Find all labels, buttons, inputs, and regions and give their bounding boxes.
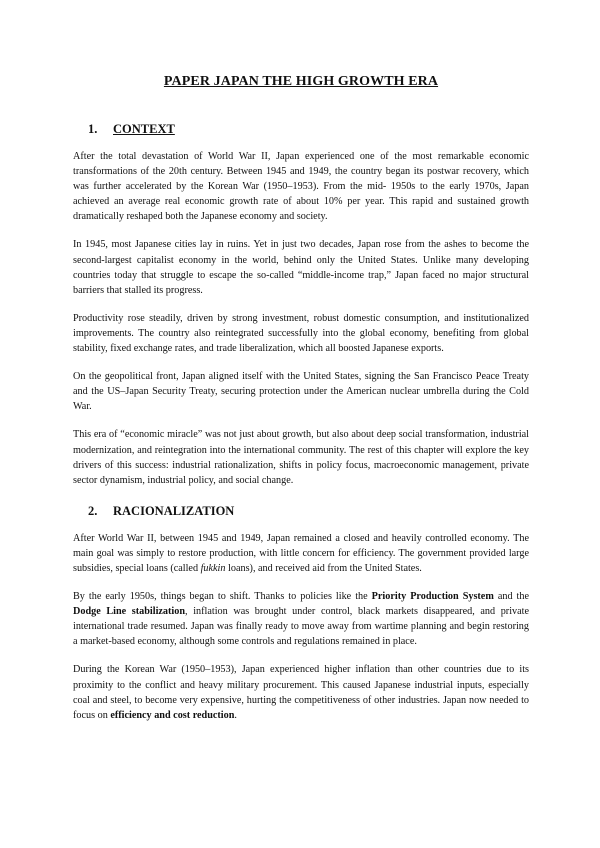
bold-term: efficiency and cost reduction bbox=[110, 709, 235, 721]
document-title: PAPER JAPAN THE HIGH GROWTH ERA bbox=[163, 74, 439, 89]
section-title: CONTEXT bbox=[113, 122, 175, 136]
section-heading-context bbox=[88, 122, 529, 137]
paragraph bbox=[73, 531, 529, 576]
section-heading-racionalization bbox=[88, 504, 529, 519]
bold-term: Priority Production System bbox=[371, 591, 494, 603]
section-number: 2. bbox=[88, 503, 98, 518]
section-number: 1. bbox=[88, 122, 98, 136]
paragraph bbox=[73, 589, 529, 649]
text-run: By the early 1950s, things began to shift. Thanks to policies like the bbox=[73, 591, 372, 603]
text-run: After World War II, between 1945 and 1949, Japan remained a closed and heavily controlled economy. The main goal was simply to restore production, with little concern for efficiency. The government provided large subsidies, special loans (called bbox=[73, 532, 529, 574]
paragraph: In 1945, most Japanese cities lay in ruins. Yet in just two decades, Japan rose from the ashes to become the second-largest capitalist economy in the world, behind only the United States. Unlike many developing countries today that struggle to escape the so-called “middle-income trap,” Japan faced no major structural barriers that stalled its progress. bbox=[73, 239, 529, 296]
paragraph bbox=[73, 662, 529, 722]
text-run: . bbox=[234, 709, 237, 721]
text-run: , inflation was brought under control, black markets disappeared, and private international trade resumed. Japan was finally ready to move away from wartime planning and begin restoring a market-based economy, although some controls and regulations remained in place. bbox=[73, 606, 529, 648]
paragraph: Productivity rose steadily, driven by strong investment, robust domestic consumption, and institutionalized improvements. The country also reintegrated successfully into the global economy, benefiting from global stability, fixed exchange rates, and trade liberalization, which all boosted Japanese exports. bbox=[73, 312, 529, 355]
paragraph: This era of “economic miracle” was not just about growth, but also about deep social transformation, industrial modernization, and reintegration into the international community. The rest of this chapter will explore the key drivers of this success: industrial rationalization, shifts in policy focus, macroeconomic management, private sector dynamism, industrial policy, and social change. bbox=[73, 429, 529, 486]
bold-term: Dodge Line stabilization bbox=[73, 606, 186, 618]
paragraph: After the total devastation of World War II, Japan experienced one of the most remarkable economic transformations of the 20th century. Between 1945 and 1949, the country began its postwar recovery, which was further accelerated by the Korean War (1950–1953). From the mid- 1950s to the early 1970s, Japan achieved an average real economic growth rate of about 10% per year. This rapid and sustained growth dramatically reshaped both the Japanese economy and society. bbox=[73, 151, 529, 223]
section-title: RACIONALIZATION bbox=[113, 503, 235, 518]
text-run: and the bbox=[493, 591, 530, 603]
text-run: During the Korean War (1950–1953), Japan experienced higher inflation than other countries due to its proximity to the conflict and heavy military procurement. This caused Japanese industrial inputs, especially coal and steel, to become very expensive, hurting the competitiveness of other industries. Japan now needed to focus on bbox=[73, 664, 529, 721]
text-run: loans), and received aid from the United States. bbox=[225, 562, 422, 574]
paragraph: On the geopolitical front, Japan aligned itself with the United States, signing the San Francisco Peace Treaty and the US–Japan Security Treaty, securing protection under the American nuclear umbrella during the Cold War. bbox=[73, 371, 529, 413]
italic-term: fukkin bbox=[200, 562, 226, 574]
